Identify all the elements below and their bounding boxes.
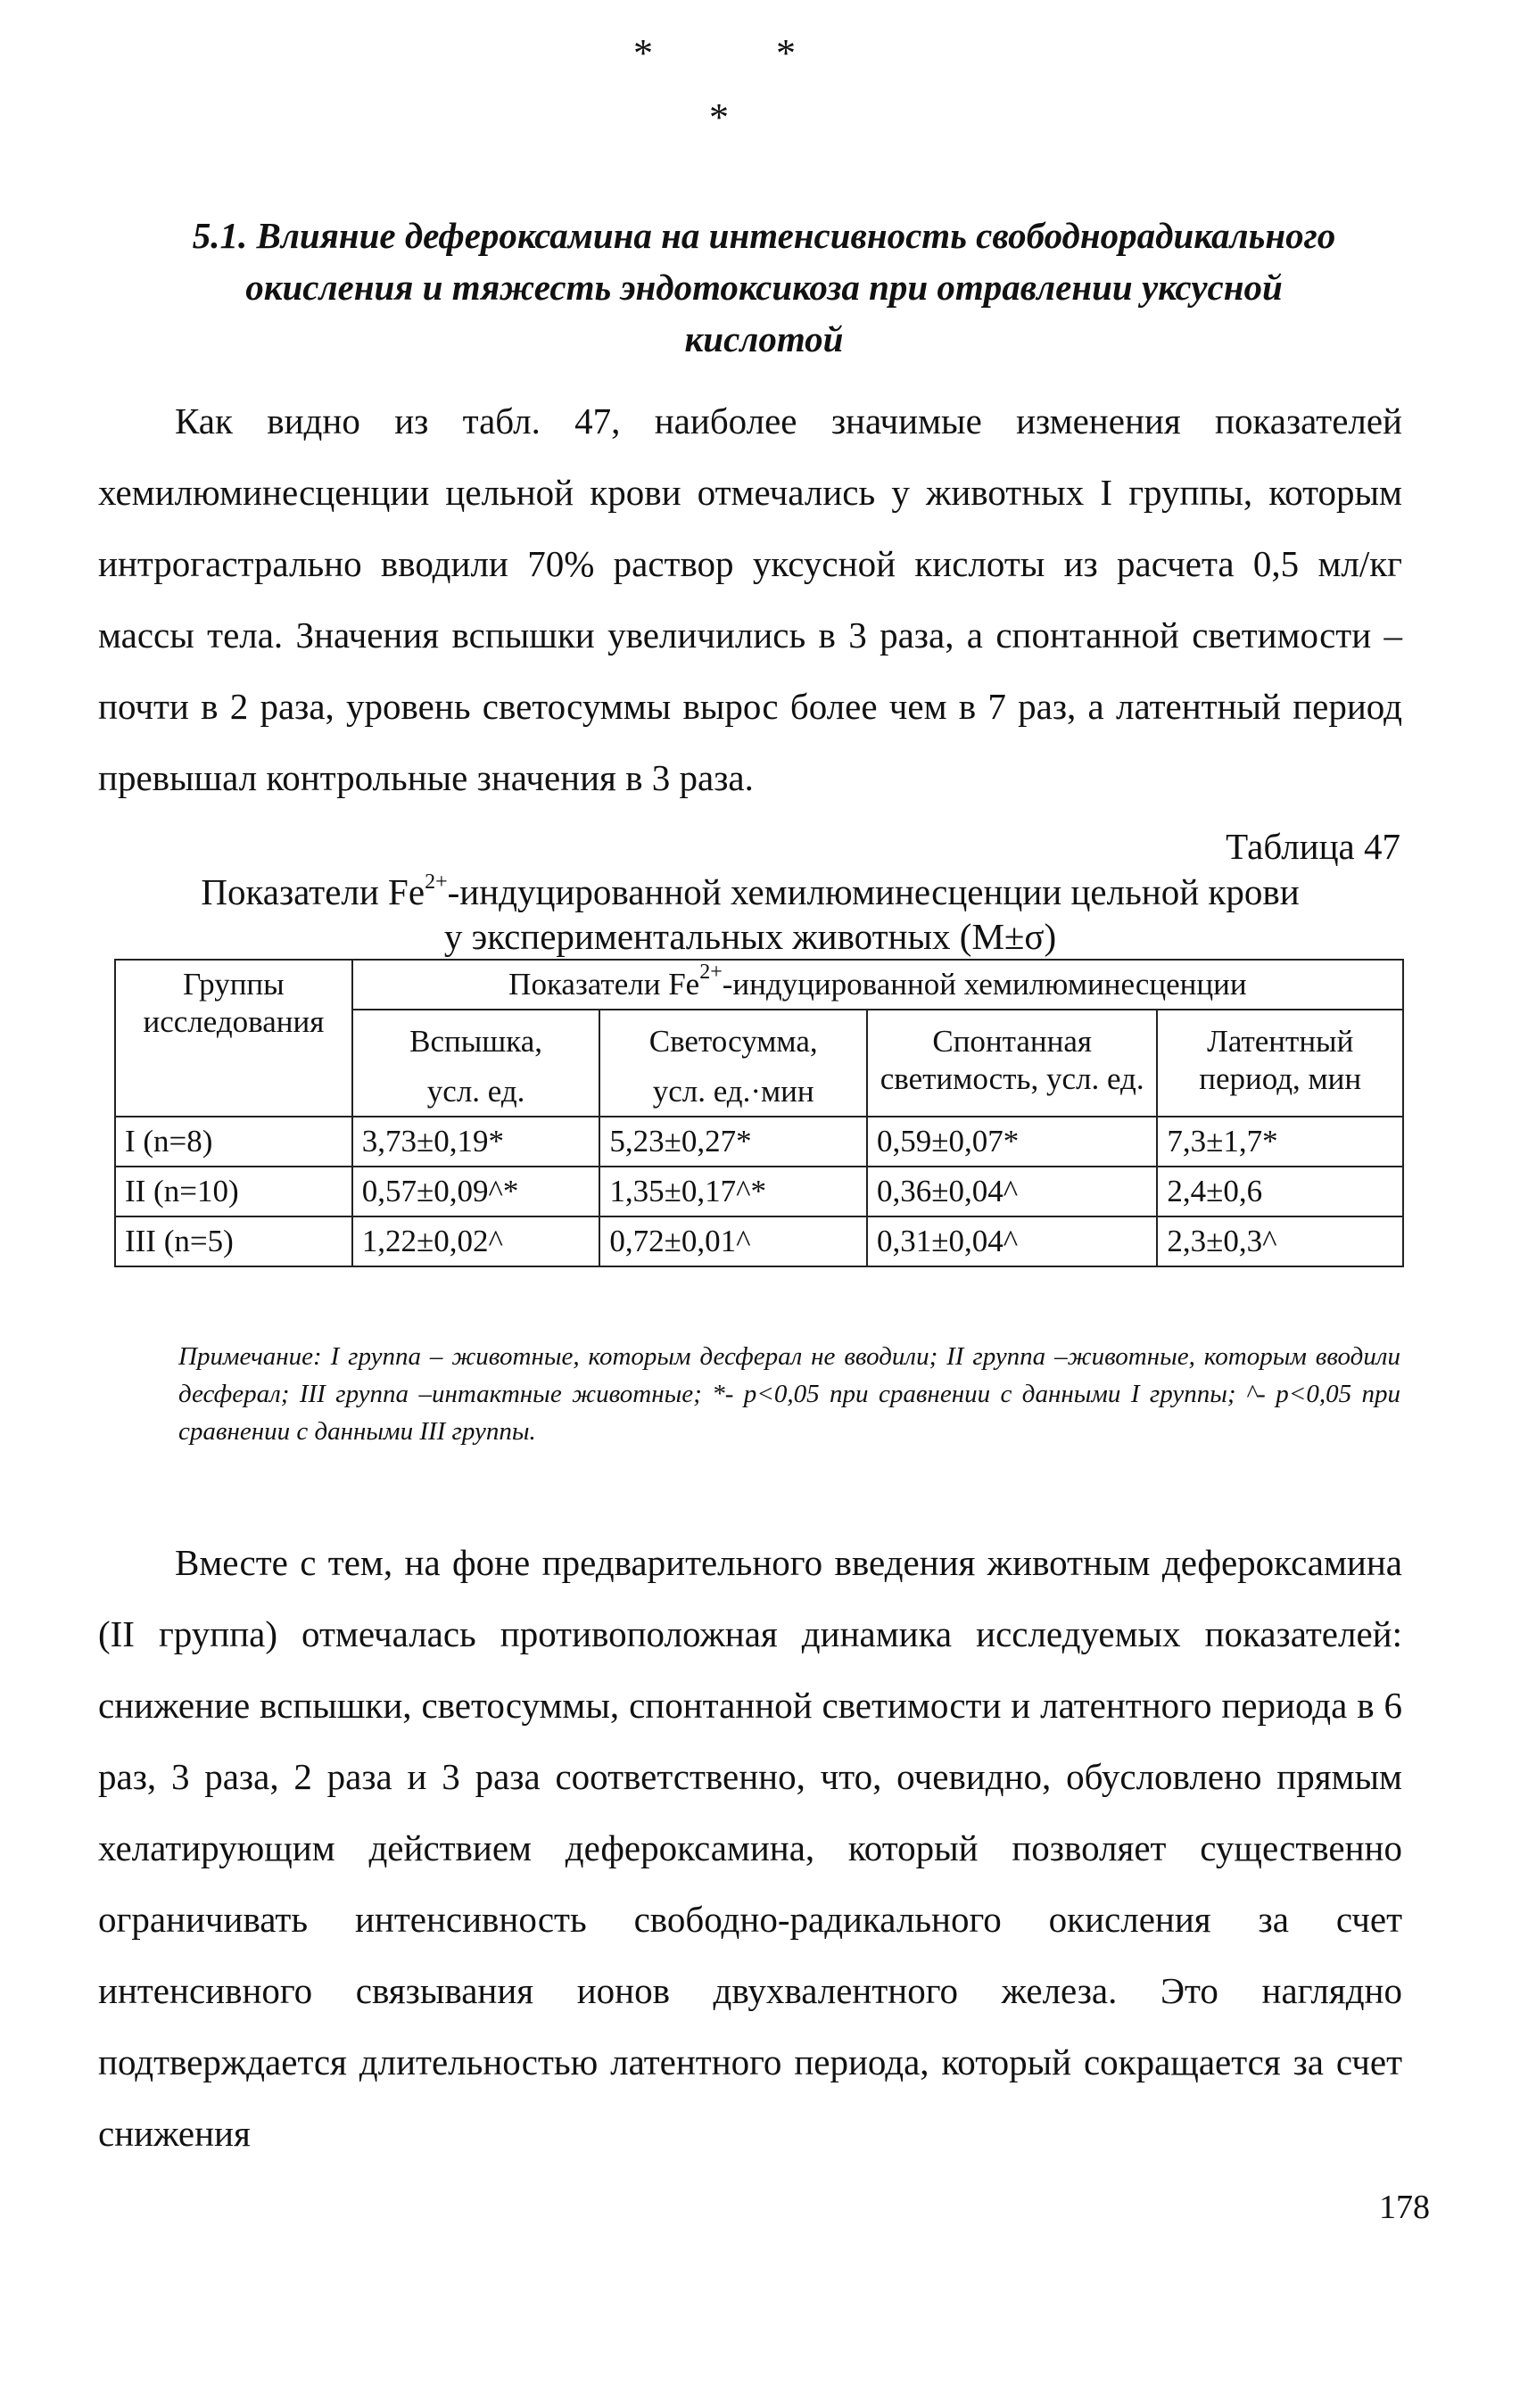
indicators-text-start: Показатели Fe (508, 967, 700, 1002)
caption-superscript: 2+ (425, 870, 448, 894)
paragraph-1-text: Как видно из табл. 47, наиболее значимые изменения показателей хемилюминесценции цельной крови отмечались у животных I группы, которым интрогастрально вводили 70% раствор уксусной кислоты из расчета 0,5 мл/кг массы тела. Значения вспышки увеличились в 3 раза, а спонтанной светимости – почти в 2 раза, уровень светосуммы вырос более чем в 7 раз, а латентный период превышал контрольные значения в 3 раза. (98, 400, 1402, 798)
row-value-spontaneous: 0,59±0,07* (867, 1117, 1157, 1167)
section-heading-line-1: 5.1. Влияние дефероксамина на интенсивность свободнорадикального (192, 215, 1336, 256)
row-group: III (n=5) (115, 1216, 352, 1266)
row-value-spontaneous: 0,36±0,04^ (867, 1167, 1157, 1216)
table-note: Примечание: I группа – животные, которым десферал не вводили; II группа –животные, которым вводили десферал; III группа –интактные животные; *- p<0,05 при сравнении с данными I группы; ^- p<0,05 при сравнении с данными III группы. (178, 1342, 1400, 1446)
table-caption-line-2: у экспериментальных животных (M±σ) (443, 916, 1057, 957)
row-value-latent: 7,3±1,7* (1157, 1117, 1403, 1167)
table-row (115, 1117, 1403, 1167)
indicators-superscript: 2+ (699, 961, 723, 984)
section-heading-line-2: окисления и тяжесть эндотоксикоза при отравлении уксусной (245, 267, 1283, 308)
paragraph-2-text: Вместе с тем, на фоне предварительного введения животным дефероксамина (II группа) отмечалась противоположная динамика исследуемых показателей: снижение вспышки, светосуммы, спонтанной светимости и латентного периода в 6 раз, 3 раза, 2 раза и 3 раза соответственно, что, очевидно, обусловлено прямым хелатирующим действием дефероксамина, который позволяет существенно ограничивать интенсивность свободно-радикального окисления за счет интенсивного связывания ионов двухвалентного железа. Это наглядно подтверждается длительностью латентного периода, который сокращается за счет снижения (98, 1542, 1402, 2154)
table-number: Таблица 47 (1226, 826, 1400, 867)
header-groups: Группы исследования (115, 960, 352, 1117)
indicators-text-end: -индуцированной хемилюминесценции (722, 967, 1247, 1002)
row-value-latent: 2,3±0,3^ (1157, 1216, 1403, 1266)
body-paragraph-2 (98, 1527, 1402, 2169)
row-value-lightsum: 0,72±0,01^ (599, 1216, 867, 1266)
row-value-latent: 2,4±0,6 (1157, 1167, 1403, 1216)
row-value-flash: 0,57±0,09^* (352, 1167, 600, 1216)
header-lightsum-line-2: усл. ед.·мин (652, 1074, 814, 1109)
decorative-star-right: * (776, 31, 796, 75)
table-caption (98, 870, 1402, 959)
row-value-flash: 1,22±0,02^ (352, 1216, 600, 1266)
row-group: II (n=10) (115, 1167, 352, 1216)
caption-text-start: Показатели Fe (201, 871, 425, 912)
table-row (115, 1216, 1403, 1266)
row-value-spontaneous: 0,31±0,04^ (867, 1216, 1157, 1266)
decorative-star-center: * (709, 95, 729, 139)
decorative-star-left: * (633, 31, 653, 75)
table-caption-line-1 (98, 870, 1402, 914)
table-row (115, 1167, 1403, 1216)
page-number: 178 (1379, 2189, 1430, 2226)
header-latent: Латентный период, мин (1157, 1010, 1403, 1117)
header-flash (352, 1010, 600, 1117)
section-heading (89, 210, 1439, 365)
header-lightsum-line-1: Светосумма, (648, 1024, 818, 1059)
header-lightsum (599, 1010, 867, 1117)
table-header-row (115, 960, 1403, 1010)
section-heading-line-3: кислотой (684, 318, 844, 359)
row-value-flash: 3,73±0,19* (352, 1117, 600, 1167)
row-value-lightsum: 5,23±0,27* (599, 1117, 867, 1167)
row-group: I (n=8) (115, 1117, 352, 1167)
header-spontaneous: Спонтанная светимость, усл. ед. (867, 1010, 1157, 1117)
body-paragraph-1 (98, 385, 1402, 813)
data-table (114, 959, 1404, 1267)
header-flash-line-1: Вспышка, (409, 1024, 543, 1059)
header-flash-line-2: усл. ед. (426, 1074, 525, 1109)
header-indicators (352, 960, 1403, 1010)
caption-text-end: -индуцированной хемилюминесценции цельной крови (447, 871, 1300, 912)
row-value-lightsum: 1,35±0,17^* (599, 1167, 867, 1216)
